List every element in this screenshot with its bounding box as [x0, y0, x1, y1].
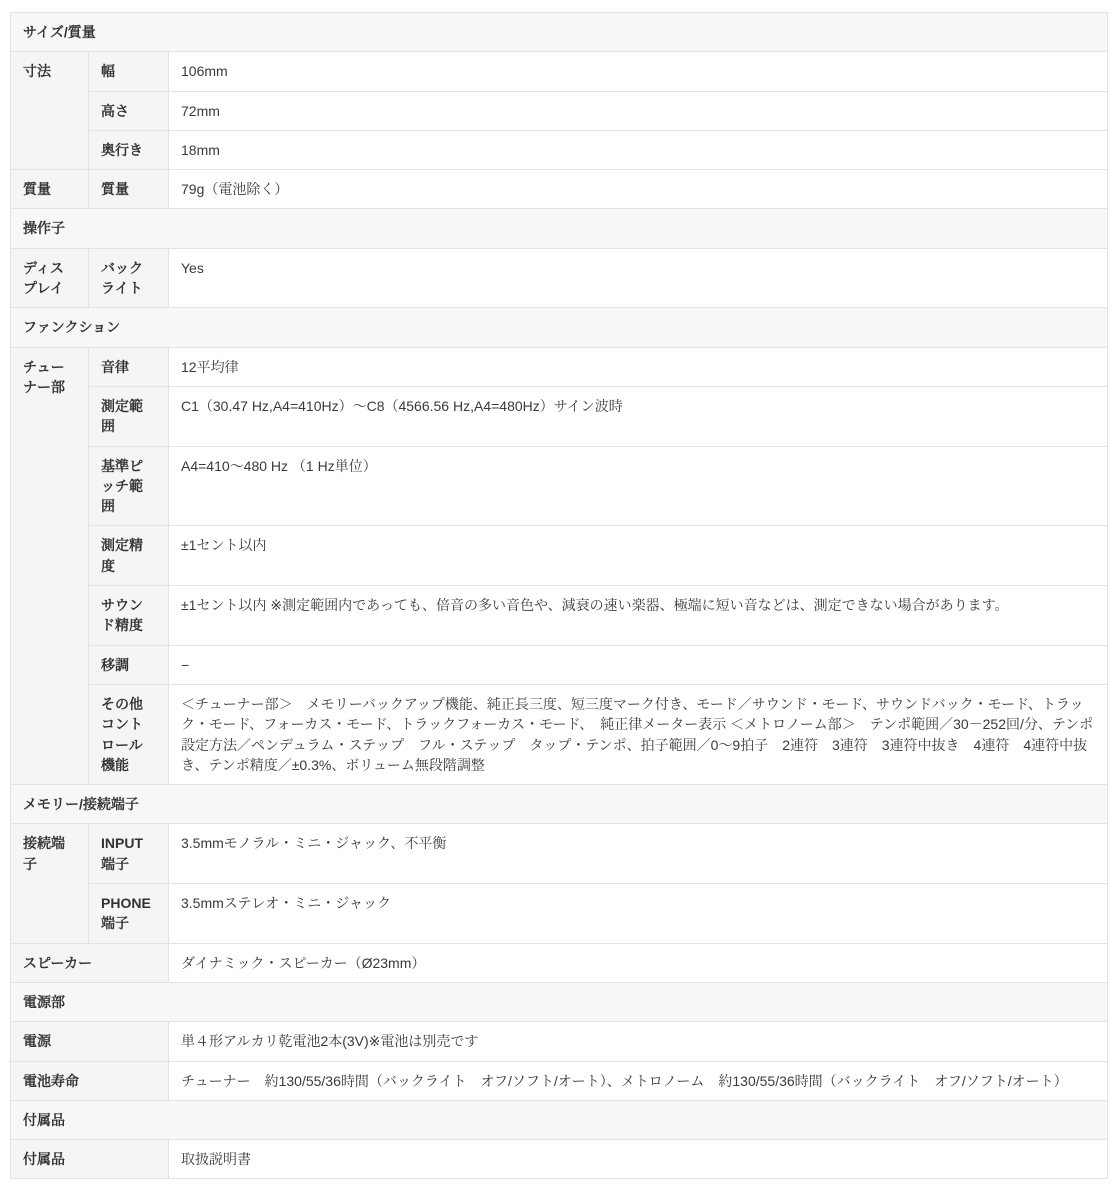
- section-header: 操作子: [11, 209, 1108, 248]
- section-header-row: [11, 982, 1108, 1021]
- value-cell: Yes: [169, 248, 1108, 308]
- sub-label-cell: 高さ: [89, 91, 169, 130]
- sub-label-cell: 基準ピッチ範囲: [89, 446, 169, 526]
- sub-label-cell: 測定精度: [89, 526, 169, 586]
- group-label-cell: スピーカー: [11, 943, 169, 982]
- value-cell: ±1セント以内 ※測定範囲内であっても、倍音の多い音色や、減衰の速い楽器、極端に短い音などは、測定できない場合があります。: [169, 586, 1108, 646]
- group-label-cell: 電源: [11, 1022, 169, 1061]
- spec-table-body: [11, 13, 1108, 1179]
- section-header: 付属品: [11, 1100, 1108, 1139]
- table-row: [11, 1061, 1108, 1100]
- table-row: [11, 170, 1108, 209]
- value-cell: 取扱説明書: [169, 1140, 1108, 1179]
- group-label-cell: チューナー部: [11, 347, 89, 784]
- value-cell: 106mm: [169, 52, 1108, 91]
- group-label-cell: 寸法: [11, 52, 89, 170]
- group-label-cell: 付属品: [11, 1140, 169, 1179]
- table-row: [11, 52, 1108, 91]
- table-row: [11, 386, 1108, 446]
- sub-label-cell: INPUT端子: [89, 824, 169, 884]
- table-row: [11, 645, 1108, 684]
- table-row: [11, 526, 1108, 586]
- sub-label-cell: バックライト: [89, 248, 169, 308]
- value-cell: 3.5mmモノラル・ミニ・ジャック、不平衡: [169, 824, 1108, 884]
- section-header: サイズ/質量: [11, 13, 1108, 52]
- value-cell: ＜チューナー部＞ メモリーバックアップ機能、純正長三度、短三度マーク付き、モード／サウンド・モード、サウンドバック・モード、トラック・モード、フォーカス・モード、トラックフォーカス・モード、 純正律メーター表示 ＜メトロノーム部＞ テンポ範囲／30－252回/分、テンポ設定方法／ペンデュラム・ステップ フル・ステップ タップ・テンポ、拍子範囲／0〜9拍子 2連符 3連符 3連符中抜き 4連符 4連符中抜き、テンポ精度／±0.3%、ボリューム無段階調整: [169, 684, 1108, 784]
- group-label-cell: ディスプレイ: [11, 248, 89, 308]
- value-cell: C1（30.47 Hz,A4=410Hz）〜C8（4566.56 Hz,A4=480Hz）サイン波時: [169, 386, 1108, 446]
- table-row: [11, 1140, 1108, 1179]
- value-cell: 79g（電池除く）: [169, 170, 1108, 209]
- group-label-cell: 電池寿命: [11, 1061, 169, 1100]
- value-cell: A4=410〜480 Hz （1 Hz単位）: [169, 446, 1108, 526]
- table-row: [11, 91, 1108, 130]
- sub-label-cell: 音律: [89, 347, 169, 386]
- value-cell: ±1セント以内: [169, 526, 1108, 586]
- section-header-row: [11, 209, 1108, 248]
- value-cell: 3.5mmステレオ・ミニ・ジャック: [169, 884, 1108, 944]
- sub-label-cell: PHONE端子: [89, 884, 169, 944]
- section-header-row: [11, 1100, 1108, 1139]
- table-row: [11, 130, 1108, 169]
- sub-label-cell: 奥行き: [89, 130, 169, 169]
- sub-label-cell: 幅: [89, 52, 169, 91]
- table-row: [11, 347, 1108, 386]
- value-cell: −: [169, 645, 1108, 684]
- section-header: 電源部: [11, 982, 1108, 1021]
- sub-label-cell: 質量: [89, 170, 169, 209]
- table-row: [11, 586, 1108, 646]
- section-header-row: [11, 785, 1108, 824]
- table-row: [11, 884, 1108, 944]
- value-cell: ダイナミック・スピーカー（Ø23mm）: [169, 943, 1108, 982]
- section-header-row: [11, 13, 1108, 52]
- value-cell: チューナー 約130/55/36時間（バックライト オフ/ソフト/オート）、メトロノーム 約130/55/36時間（バックライト オフ/ソフト/オート）: [169, 1061, 1108, 1100]
- section-header: メモリー/接続端子: [11, 785, 1108, 824]
- group-label-cell: 質量: [11, 170, 89, 209]
- table-row: [11, 824, 1108, 884]
- group-label-cell: 接続端子: [11, 824, 89, 943]
- table-row: [11, 684, 1108, 784]
- section-header: ファンクション: [11, 308, 1108, 347]
- spec-table: [10, 12, 1108, 1179]
- section-header-row: [11, 308, 1108, 347]
- value-cell: 単４形アルカリ乾電池2本(3V)※電池は別売です: [169, 1022, 1108, 1061]
- sub-label-cell: 測定範囲: [89, 386, 169, 446]
- value-cell: 72mm: [169, 91, 1108, 130]
- table-row: [11, 1022, 1108, 1061]
- value-cell: 12平均律: [169, 347, 1108, 386]
- sub-label-cell: 移調: [89, 645, 169, 684]
- table-row: [11, 943, 1108, 982]
- sub-label-cell: サウンド精度: [89, 586, 169, 646]
- value-cell: 18mm: [169, 130, 1108, 169]
- sub-label-cell: その他コントロール機能: [89, 684, 169, 784]
- table-row: [11, 446, 1108, 526]
- table-row: [11, 248, 1108, 308]
